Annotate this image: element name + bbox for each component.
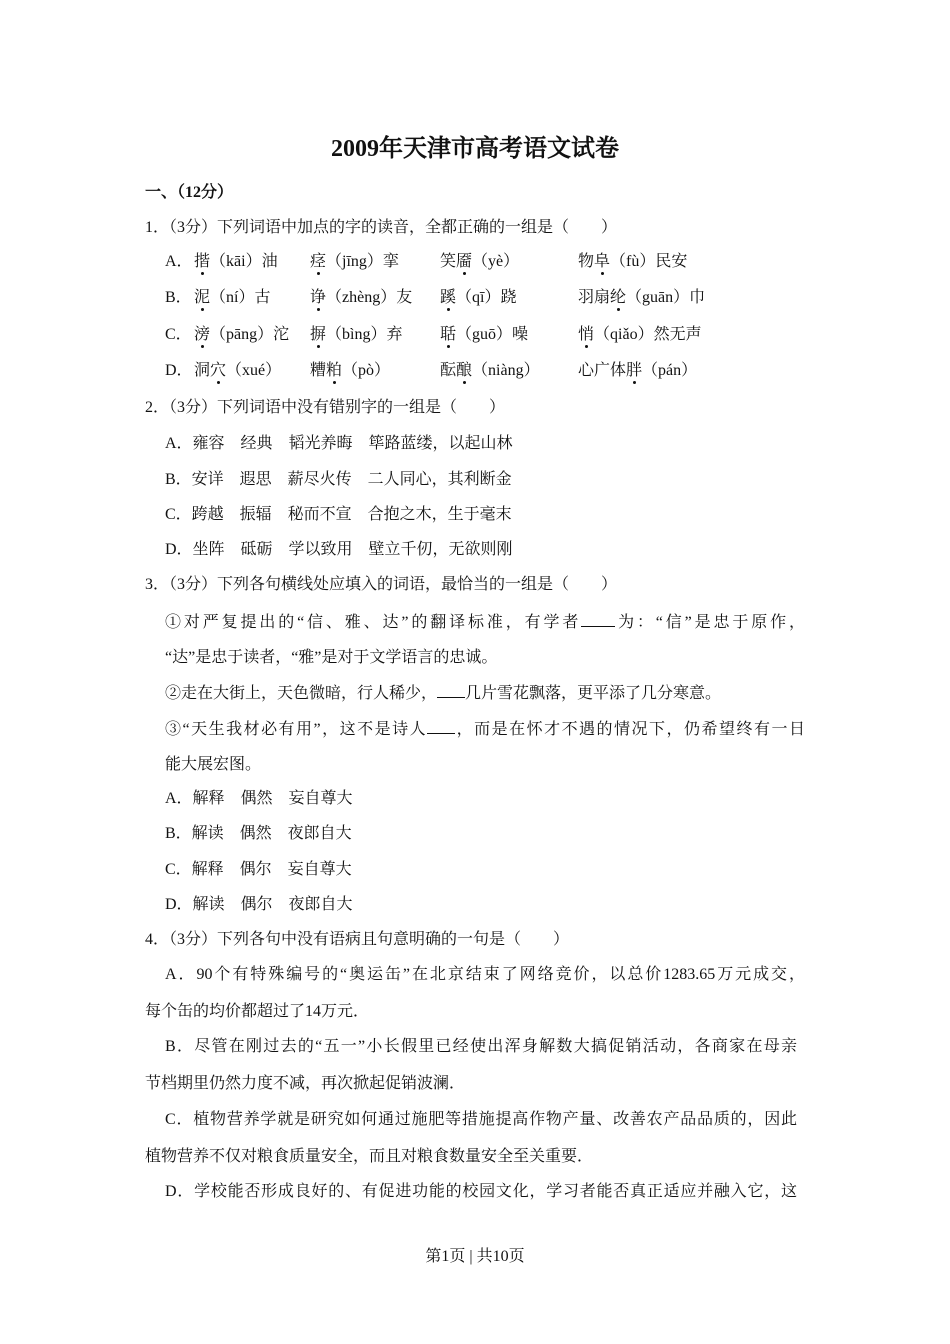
question-1-option-word bbox=[578, 288, 705, 308]
question-2-option-b: B．安详 遐思 薪尽火传 二人同心，其利断金 bbox=[165, 471, 512, 488]
word-text: （pò） bbox=[342, 362, 391, 379]
dotted-character: 滂 bbox=[194, 326, 211, 343]
question-4-stem: 4．（3分）下列各句中没有语病且句意明确的一句是（ ） bbox=[145, 931, 570, 948]
word-text: （pāng）沱 bbox=[210, 326, 290, 343]
sentence-text: ②走在大街上，天色微暗，行人稀少， bbox=[165, 685, 438, 702]
word-text: （bìng）弃 bbox=[326, 326, 403, 343]
dotted-character: 摒 bbox=[310, 326, 327, 343]
page-footer: 第1页 | 共10页 bbox=[425, 1248, 525, 1265]
word-text: 笑 bbox=[440, 253, 457, 270]
question-3-sentence-2 bbox=[165, 682, 721, 704]
question-1-option-label: C． bbox=[165, 326, 192, 343]
question-1-stem: 1．（3分）下列词语中加点的字的读音，全都正确的一组是（ ） bbox=[145, 219, 618, 236]
dotted-character: 阜 bbox=[594, 253, 611, 270]
question-3-option-b: B．解读 偶然 夜郎自大 bbox=[165, 825, 352, 842]
question-1-option-word bbox=[194, 252, 278, 272]
question-1-option-label: D． bbox=[165, 362, 193, 379]
question-4-option-a-cont: 每个缶的均价都超过了14万元． bbox=[145, 1003, 370, 1020]
word-text: （zhèng）友 bbox=[326, 289, 413, 306]
dotted-character: 粕 bbox=[326, 362, 343, 379]
dotted-character: 蹊 bbox=[440, 289, 457, 306]
question-4-option-b: B．尽管在刚过去的“五一”小长假里已经使出浑身解数大搞促销活动，各商家在母亲 bbox=[165, 1038, 797, 1055]
question-3-sentence-3-cont: 能大展宏图。 bbox=[165, 756, 262, 773]
question-1-option-word bbox=[440, 288, 516, 308]
word-text: 洞 bbox=[194, 362, 211, 379]
question-3-option-c: C．解释 偶尔 妄自尊大 bbox=[165, 861, 352, 878]
fill-blank bbox=[581, 611, 615, 627]
question-3-option-d: D．解读 偶尔 夜郎自大 bbox=[165, 896, 353, 913]
question-1-option-word bbox=[440, 325, 528, 345]
question-3-stem: 3．（3分）下列各句横线处应填入的词语，最恰当的一组是（ ） bbox=[145, 576, 618, 593]
word-text: （ní）古 bbox=[210, 289, 271, 306]
question-1-option-word bbox=[578, 252, 687, 272]
dotted-character: 痉 bbox=[310, 253, 327, 270]
word-text: （qiǎo）然无声 bbox=[594, 326, 702, 343]
sentence-text: ①对严复提出的“信、雅、达”的翻译标准，有学者 bbox=[165, 614, 582, 631]
word-text: 酝 bbox=[440, 362, 457, 379]
question-2-option-d: D．坐阵 砥砺 学以致用 壁立千仞，无欲则刚 bbox=[165, 541, 513, 558]
dotted-character: 揩 bbox=[194, 253, 211, 270]
question-1-option-word bbox=[578, 361, 697, 381]
question-1-option-word bbox=[440, 252, 519, 272]
dotted-character: 悄 bbox=[578, 326, 595, 343]
word-text: 物 bbox=[578, 253, 595, 270]
question-1-option-word bbox=[194, 325, 289, 345]
question-4-option-c: C．植物营养学就是研究如何通过施肥等措施提高作物产量、改善农产品品质的，因此 bbox=[165, 1111, 797, 1128]
dotted-character: 诤 bbox=[310, 289, 327, 306]
word-text: 心广体 bbox=[578, 362, 627, 379]
question-4-option-b-cont: 节档期里仍然力度不减，再次掀起促销波澜． bbox=[145, 1075, 466, 1092]
word-text: （qī）跷 bbox=[456, 289, 517, 306]
dotted-character: 靥 bbox=[456, 253, 473, 270]
sentence-text: 为：“信”是忠于原作， bbox=[615, 614, 805, 631]
word-text: （yè） bbox=[472, 253, 520, 270]
question-1-option-word bbox=[194, 288, 270, 308]
dotted-character: 纶 bbox=[610, 289, 627, 306]
sentence-text: ③“天生我材必有用”，这不是诗人 bbox=[165, 721, 428, 738]
question-1-option-word bbox=[310, 361, 390, 381]
question-3-sentence-1 bbox=[165, 611, 805, 633]
question-4-option-a: A．90个有特殊编号的“奥运缶”在北京结束了网络竞价，以总价1283.65万元成交， bbox=[165, 966, 805, 983]
word-text: （guō）噪 bbox=[456, 326, 529, 343]
question-3-option-a: A．解释 偶然 妄自尊大 bbox=[165, 790, 353, 807]
dotted-character: 泥 bbox=[194, 289, 211, 306]
word-text: （xué） bbox=[226, 362, 282, 379]
dotted-character: 胖 bbox=[626, 362, 643, 379]
question-1-option-word bbox=[440, 361, 540, 381]
question-1-option-label: B． bbox=[165, 289, 192, 306]
word-text: （guān）巾 bbox=[626, 289, 706, 306]
question-2-stem: 2．（3分）下列词语中没有错别字的一组是（ ） bbox=[145, 399, 506, 416]
dotted-character: 酿 bbox=[456, 362, 473, 379]
dotted-character: 聒 bbox=[440, 326, 457, 343]
question-3-sentence-1-cont: “达”是忠于读者，“雅”是对于文学语言的忠诚。 bbox=[165, 649, 498, 666]
word-text: （jīng）挛 bbox=[326, 253, 399, 270]
question-1-option-label: A． bbox=[165, 253, 193, 270]
word-text: （niàng） bbox=[472, 362, 540, 379]
fill-blank bbox=[427, 718, 455, 734]
question-2-option-c: C．跨越 振辐 秘而不宣 合抱之木，生于毫末 bbox=[165, 506, 512, 523]
dotted-character: 穴 bbox=[210, 362, 227, 379]
question-4-option-d: D．学校能否形成良好的、有促进功能的校园文化，学习者能否真正适应并融入它，这 bbox=[165, 1183, 797, 1200]
section-heading: 一、（12分） bbox=[145, 184, 234, 201]
question-1-option-word bbox=[578, 325, 702, 345]
question-1-option-word bbox=[310, 288, 412, 308]
question-1-option-word bbox=[194, 361, 281, 381]
word-text: （pán） bbox=[642, 362, 698, 379]
question-1-option-word bbox=[310, 325, 402, 345]
page-title: 2009年天津市高考语文试卷 bbox=[331, 136, 619, 162]
word-text: 羽扇 bbox=[578, 289, 611, 306]
question-4-option-c-cont: 植物营养不仅对粮食质量安全，而且对粮食数量安全至关重要． bbox=[145, 1148, 594, 1165]
sentence-text: 几片雪花飘落，更平添了几分寒意。 bbox=[465, 685, 722, 702]
question-1-option-word bbox=[310, 252, 399, 272]
question-2-option-a: A．雍容 经典 韬光养晦 筚路蓝缕，以起山林 bbox=[165, 435, 513, 452]
question-3-sentence-3 bbox=[165, 718, 805, 740]
fill-blank bbox=[437, 682, 465, 698]
word-text: 糟 bbox=[310, 362, 327, 379]
word-text: （fù）民安 bbox=[610, 253, 688, 270]
word-text: （kāi）油 bbox=[210, 253, 278, 270]
sentence-text: ，而是在怀才不遇的情况下，仍希望终有一日 bbox=[455, 721, 805, 738]
